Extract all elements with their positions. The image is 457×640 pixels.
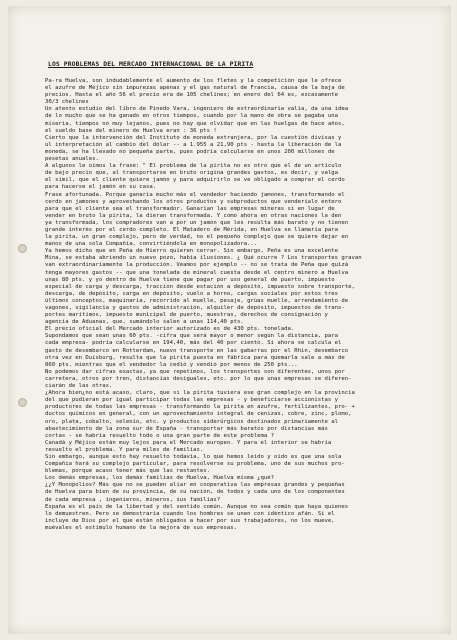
text-line: últimos conceptos, maquinaria, recorrido al muelle, pesaje, grúas muelle, arrendamiento de: [45, 297, 349, 304]
text-line: grande interés por el cerdo completo. El Matadero de Mérida, en Huelva se llamaría para: [45, 226, 338, 233]
text-line: ductos químicos en general, con un aprovechamiento integral de cenizas, cobre, zinc, plomo,: [45, 411, 352, 418]
text-line: Ya hemos dicho que en Peña de Hierro quieren cerrar. Sin embargo, Peña es una excelente: [45, 248, 338, 255]
text-line: Frase afortunada. Porque ganaría mucho más el vendedor haciendo jamones, transformando el: [45, 191, 345, 198]
text-line: unas 80 pts. y yo dentro de Huelva tiene que pagar por uso general de puerto, impuesto: [45, 276, 335, 283]
text-line: del que pudieran por igual participar todas las empresas - y beneficiarse accionistas y: [45, 397, 338, 404]
text-line: muévales el estímulo humano de la mejora de sus empresas.: [45, 524, 237, 531]
text-line: de bajo precio que, al transportarse en bruto origina grandes gastos, es decir, y valga: [45, 170, 338, 177]
text-line: 860 pts. mientras que el vendedor la cedió y vendió por menos de 250 pts...: [45, 361, 298, 368]
text-line: cortas - se habría resuelto todo o una gran parte de este problema ?: [45, 432, 275, 439]
text-line: Pa-ra Huelva, son indudablemente el aumento de los fletes y la competición que le ofrece: [45, 78, 342, 84]
text-line: incluye de Dios por el que están obligados a hacer por sus trabajadores, no los mueve,: [45, 517, 335, 524]
text-line: carretera, otros por tren, distancias desiguales, etc. por lo que unas empresas se diferen-: [45, 375, 352, 382]
text-line: resuelto el problema. Y para miles de familias.: [45, 446, 204, 453]
text-line: vender en bruto la pirita, la dieran transformada. Y como ahora en otras naciones la den: [45, 212, 342, 219]
text-line: para que el cliente sea el transformador. Ganarían las empresas mineras si en lugar de: [45, 205, 335, 212]
document-body: [45, 78, 433, 532]
text-line: el azufre de Méjico sin impurezas apenas y el gas natural de Francia, causa de la baja de: [45, 85, 345, 92]
text-line: Supondamos que sean unas 60 pts. -cifra que será mayor o menor según la distancia, para: [45, 333, 338, 340]
text-line: Los demás empresas, los demás familias de Huelva, Huelva misma ¿qué?: [45, 475, 275, 482]
text-line: precios. Hasta el año 56 el precio era de 105 chelines; en enero del 64 es, escasamente: [45, 92, 338, 99]
text-line: para hacerse el jamón en su casa.: [45, 184, 157, 191]
text-line: A algunos le oímos la frase: " El problema de la pirita no es otro que el de un artículo: [45, 163, 342, 170]
text-line: oro, plata, cobalto, selenio, etc. y productos siderúrgicos destinados primariamente al: [45, 418, 338, 425]
text-line: otra vez en Duisburg, resulta que la pirita puesta en fábrica para quemarla sale a más de: [45, 354, 345, 361]
text-line: de cada empresa , ingenieros, mineros, sus familias?: [45, 496, 221, 503]
text-line: ya transformada, los compradores van a por un jamón que les resulta más barato y no tienen: [45, 219, 349, 226]
text-line: vagones, vigilancia y gastos de administración, alquiler de depósito, impuestos de trans-: [45, 305, 345, 311]
text-line: van extraordinariamente la producción. Veamos por ejemplo -- no se trata de Peña que quizá: [45, 262, 349, 269]
text-line: de lo mucho que se ha ganado en otros tiempos, cuando por la mano de obra se pagaba una: [45, 113, 338, 120]
text-line: miseria, tiempos no muy lejanos, pues no hay que olvidar que en las huelgas de hace años,: [45, 120, 345, 127]
text-line: especial de carga y descarga, tracción desde estación a depósito, impuesto sobre transporte,: [45, 283, 355, 290]
text-line: España es el país de la libertad y del sentido común. Aunque no sea común que haya quienes: [45, 503, 349, 510]
text-line: 30/3 chelines: [45, 99, 89, 106]
text-line: lo demuestren. Pero se demostraría cuando los hombres se unen con idéntico afán. Si el: [45, 510, 335, 517]
text-line: Compañía hará su complejo particular, para resolverse su problema, uno de sus muchos pro-: [45, 461, 345, 468]
text-line: El precio oficial del Mercado interior autorizado es de 430 pts. tonelada.: [45, 326, 295, 333]
punch-hole: [18, 398, 27, 407]
text-line: Sin embargo, aunque esto hay resuelto todavía, lo que hemos leído y oído es que una sola: [45, 453, 342, 460]
text-line: Cierto que la intervención del Instituto de moneda extranjera, por la cuestión divisas y: [45, 134, 342, 141]
document-title: LOS PROBLEMAS DEL MERCADO INTERNACIONAL DE LA PIRITA: [48, 60, 254, 68]
text-line: portes marítimos, impuesto municipal de puerto, muestras, derechos de consignación y: [45, 312, 328, 319]
text-line: Canadá y Méjico están muy lejos para el Mercado europeo. Y para el interior se habría: [45, 439, 332, 446]
text-line: moneda, se ha llevado no pequeña parte, pues podría calcularse en unos 200 millones de: [45, 148, 335, 155]
text-line: cerdo en jamones y aprovechando los otros productos y subproductos que venderíalo entero: [45, 198, 342, 205]
text-line: Mina, se estaba abriendo un nuevo pozo, había ilusiones. ¿ Qué ocurre ? Los transportes gravan: [45, 255, 362, 262]
text-line: productores de todas las empresas - transformando la pirita en azufre, fertilizantes, pro- +: [45, 404, 355, 411]
text-line: de Huelva para bien de su provincia, de su nación, de todos y cada uno de los componentes: [45, 489, 345, 496]
text-line: ciarán de las otras.: [45, 383, 113, 390]
text-line: gasto de desembarco en Rotterdam, nuevo transporte en las gabarras por el Rhin, desembarco: [45, 347, 349, 354]
text-line: cada empresa- podría calcularse en 194,40, más del 40 por ciento. Si ahora se calcula el: [45, 340, 342, 347]
text-line: ul interpretación al cambio del dólar -- a 1.955 a 21,90 pts - hasta la liberación de la: [45, 141, 342, 148]
text-line: Un atento estudio del libro de Pinedo Vara, ingeniero de extraordinaria valía, da una idea: [45, 106, 349, 113]
text-line: ¿Ahora bien¿no está acaso, claro, que si la pirita tuviera ese gran complejo en la provincia: [45, 390, 355, 397]
text-line: el símil, que el cliente quiere jamón y para adquirirlo se ve obligado a comprar el cerdo: [45, 177, 345, 184]
text-line: agencia de Aduanas, que, sumándolo salen a unas 114,40 pts.: [45, 319, 244, 326]
text-line: blemas, porque acaso tener más que las restantes.: [45, 468, 211, 475]
text-line: No podemos dar cifras exactas, ya que repetimos, los transportes son diferentes, unos por: [45, 368, 345, 375]
text-line: la pirita, un gran complejo, pero de verdad, no el pequeño complejo que se quiere dejar en: [45, 234, 349, 241]
text-line: ¿¿Y Monopolios? Más que no se pueden aliar en cooperativa las empresas grandes y pequeñas: [45, 482, 345, 489]
text-line: el sueldo base del minero de Huelva eran : 36 pts !: [45, 127, 217, 134]
text-line: abastecimiento de la zona sur de España - transportar más baratos por distancias más: [45, 425, 328, 432]
text-line: manos de una sola Compañía, convirtiéndola en monopolizadora...: [45, 241, 258, 248]
punch-hole: [18, 244, 27, 253]
document-page: [8, 6, 451, 634]
text-line: tenga mayores gastos -- que una tonelada de mineral cuesta desde el centro minero a Huelva: [45, 269, 349, 276]
text-line: pesetas anuales.: [45, 156, 99, 163]
text-line: descarga, de depósito, carga en depósito, vuelo a horno, cargas sociales por estos tres: [45, 290, 338, 297]
